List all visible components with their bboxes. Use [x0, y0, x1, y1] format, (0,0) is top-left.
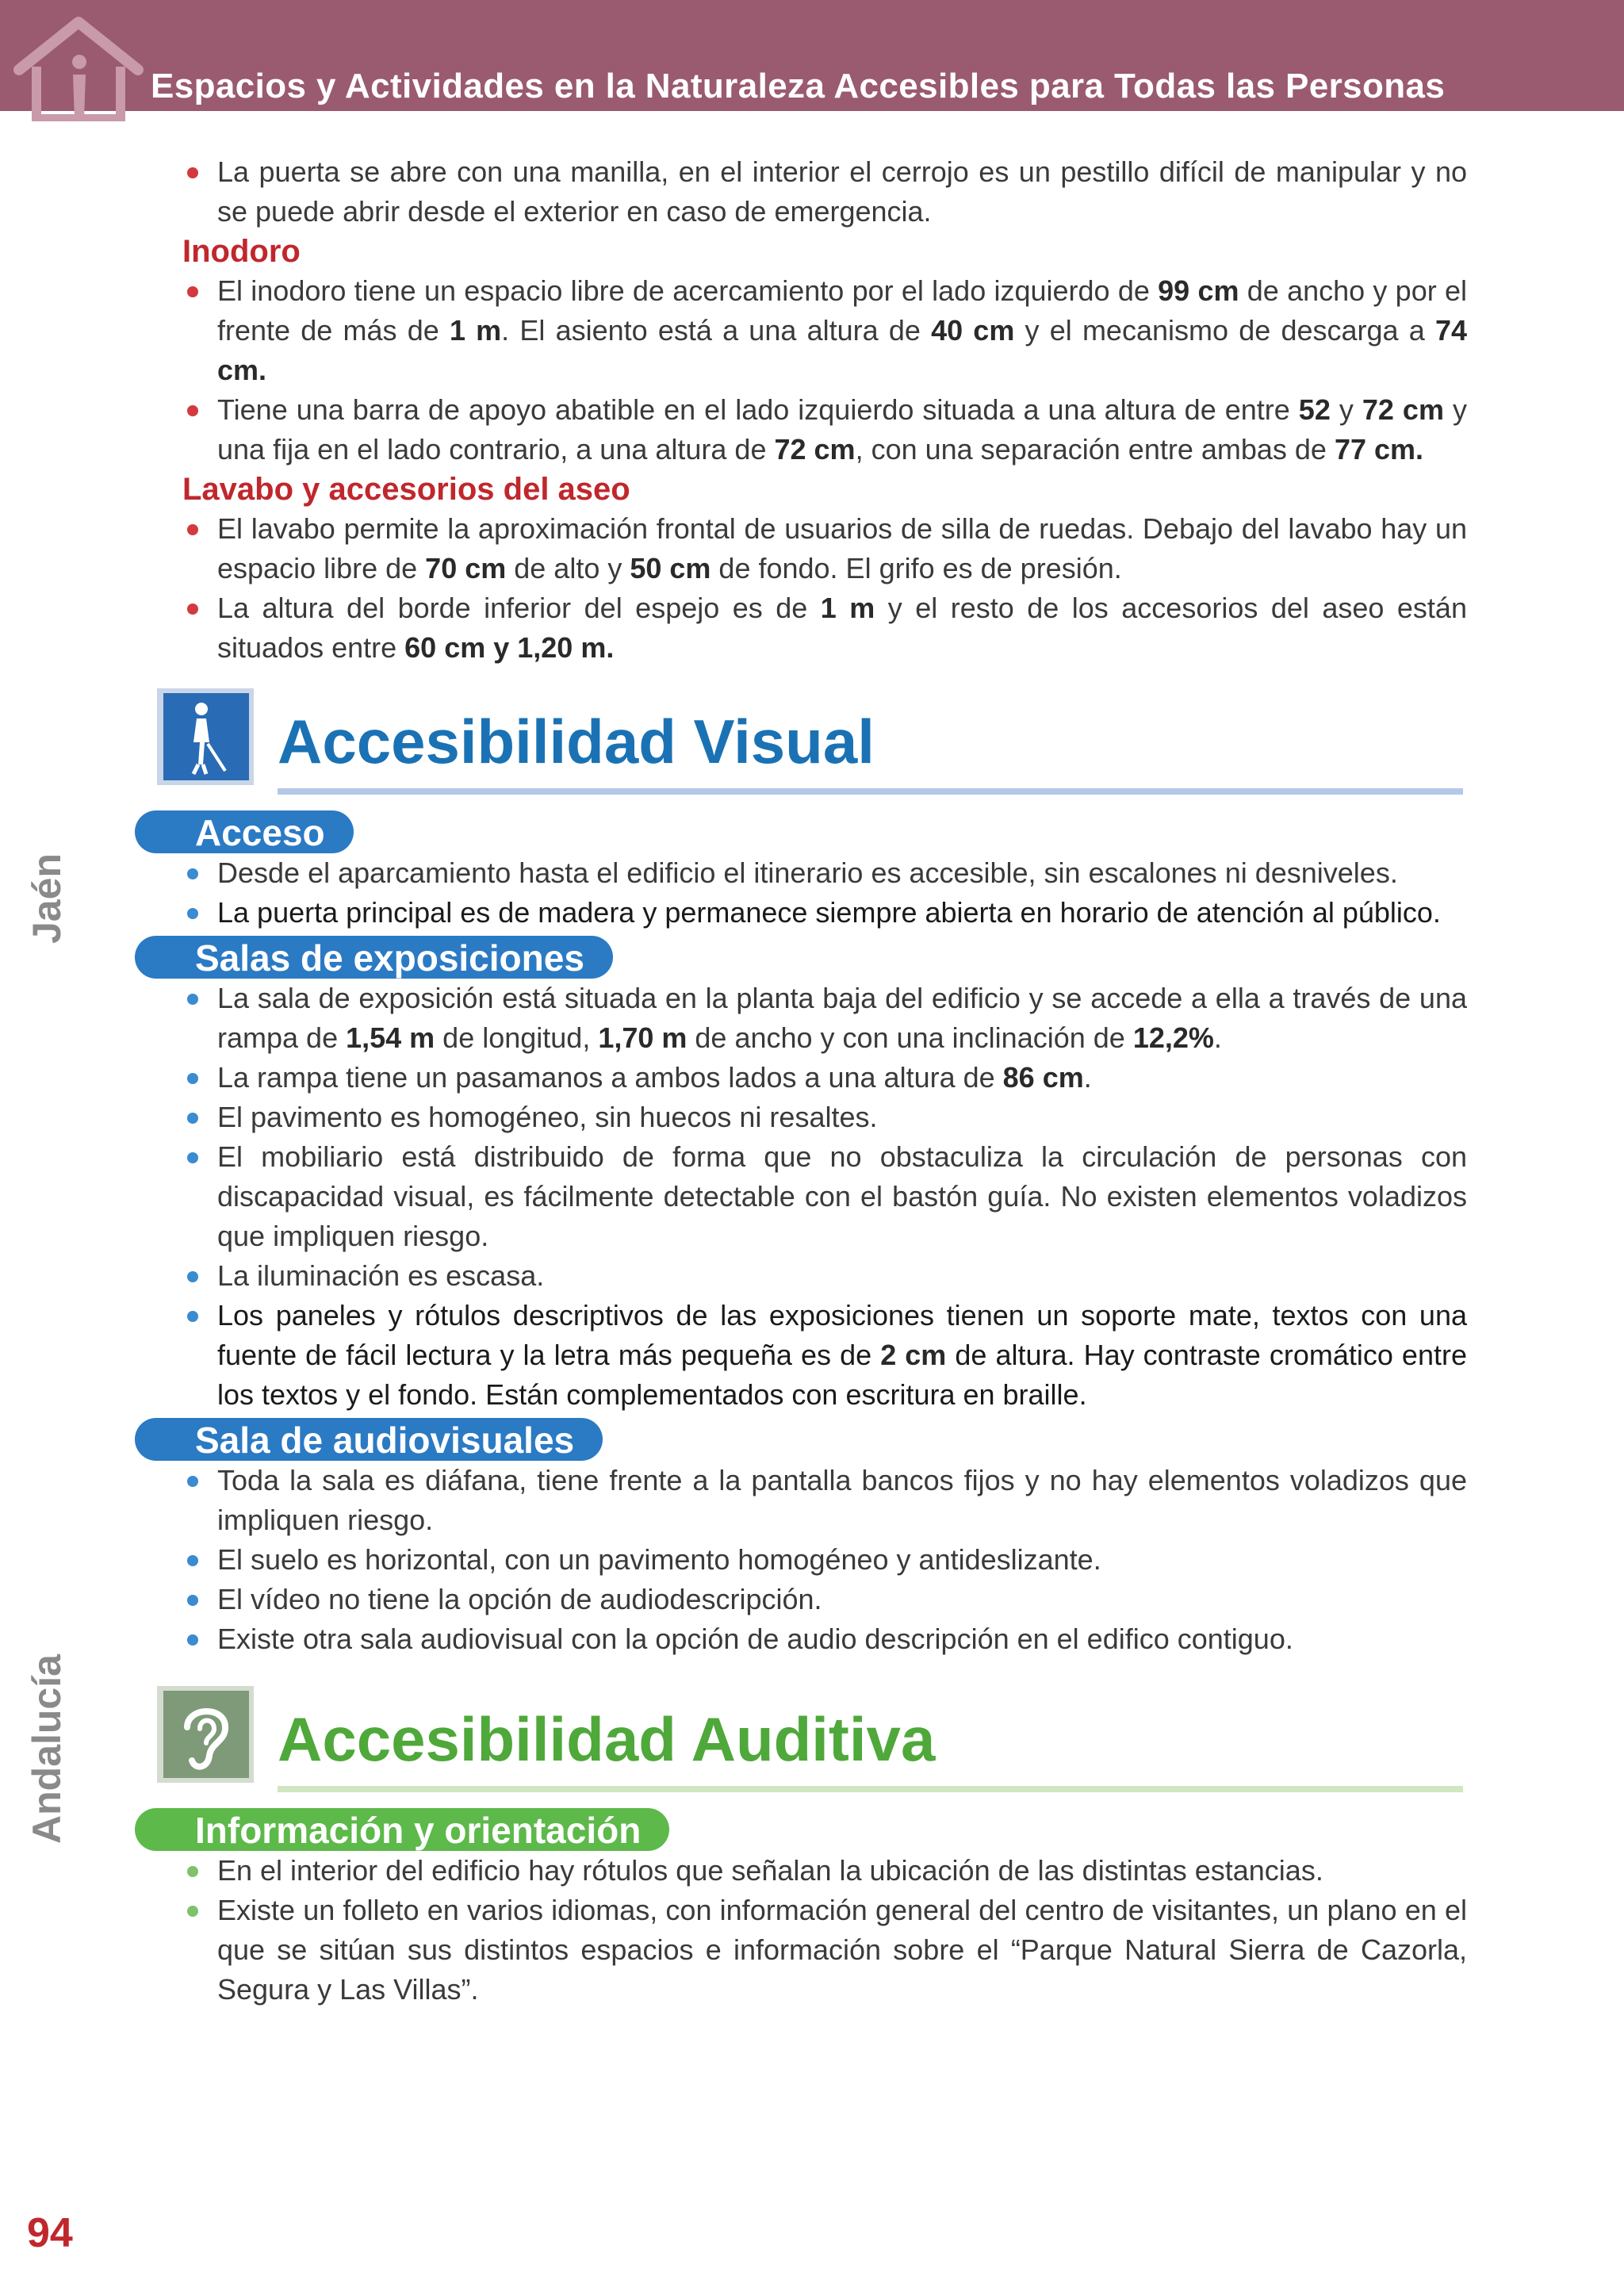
side-label-province: Jaén	[25, 853, 69, 944]
list-item: El suelo es horizontal, con un pavimento homogéneo y antideslizante.	[182, 1540, 1467, 1580]
section-divider	[278, 1786, 1463, 1792]
header-title: Espacios y Actividades en la Naturaleza Accesibles para Todas las Personas	[151, 67, 1446, 105]
salas-list	[182, 979, 1467, 1415]
list-item: El lavabo permite la aproximación frontal de usuarios de silla de ruedas. Debajo del lavabo hay un espacio libre de 70 cm de alto y 50 cm de fondo. El grifo es de presión.	[182, 509, 1467, 588]
intro-list	[182, 152, 1467, 232]
list-item: En el interior del edificio hay rótulos que señalan la ubicación de las distintas estancias.	[182, 1851, 1467, 1891]
audiovisuales-list	[182, 1461, 1467, 1659]
list-item: El vídeo no tiene la opción de audiodescripción.	[182, 1580, 1467, 1619]
acceso-list	[182, 853, 1467, 933]
list-item: Los paneles y rótulos descriptivos de las exposiciones tienen un soporte mate, textos con una fuente de fácil lectura y la letra más pequeña es de 2 cm de altura. Hay contraste cromático entre los textos y el fondo. Están complementados con escritura en braille.	[182, 1296, 1467, 1415]
list-item: Tiene una barra de apoyo abatible en el lado izquierdo situada a una altura de entre 52 y 72 cm y una fija en el lado contrario, a una altura de 72 cm, con una separación entre ambas de 77 cm.	[182, 390, 1467, 469]
informacion-list	[182, 1851, 1467, 2010]
list-item: Existe otra sala audiovisual con la opción de audio descripción en el edifico contiguo.	[182, 1619, 1467, 1659]
section-title-visual: Accesibilidad Visual	[278, 707, 875, 776]
list-item: El mobiliario está distribuido de forma que no obstaculiza la circulación de personas con discapacidad visual, es fácilmente detectable con el bastón guía. No existen elementos voladizos que impliquen riesgo.	[182, 1137, 1467, 1256]
list-item: El inodoro tiene un espacio libre de acercamiento por el lado izquierdo de 99 cm de ancho y por el frente de más de 1 m. El asiento está a una altura de 40 cm y el mecanismo de descarga a 74 cm.	[182, 271, 1467, 390]
house-info-logo-icon	[11, 14, 146, 121]
list-item: La rampa tiene un pasamanos a ambos lados a una altura de 86 cm.	[182, 1058, 1467, 1098]
list-item: La altura del borde inferior del espejo es de 1 m y el resto de los accesorios del aseo están situados entre 60 cm y 1,20 m.	[182, 588, 1467, 668]
section-divider	[278, 788, 1463, 795]
list-item: La sala de exposición está situada en la planta baja del edificio y se accede a ella a través de una rampa de 1,54 m de longitud, 1,70 m de ancho y con una inclinación de 12,2%.	[182, 979, 1467, 1058]
blind-person-cane-icon	[154, 685, 257, 788]
ear-icon	[154, 1683, 257, 1786]
list-item: La puerta se abre con una manilla, en el interior el cerrojo es un pestillo difícil de manipular y no se puede abrir desde el exterior en caso de emergencia.	[182, 152, 1467, 232]
pill-heading-acceso: Acceso	[135, 810, 354, 853]
list-item: La puerta principal es de madera y permanece siempre abierta en horario de atención al público.	[182, 893, 1467, 933]
page-content	[182, 152, 1467, 2010]
page-number: 94	[27, 2210, 73, 2256]
pill-heading-informacion: Información y orientación	[135, 1808, 669, 1851]
subheading-inodoro: Inodoro	[182, 234, 301, 269]
lavabo-list	[182, 509, 1467, 668]
inodoro-list	[182, 271, 1467, 469]
list-item: Toda la sala es diáfana, tiene frente a la pantalla bancos fijos y no hay elementos voladizos que impliquen riesgo.	[182, 1461, 1467, 1540]
list-item: La iluminación es escasa.	[182, 1256, 1467, 1296]
list-item: Desde el aparcamiento hasta el edificio el itinerario es accesible, sin escalones ni desniveles.	[182, 853, 1467, 893]
list-item: El pavimento es homogéneo, sin huecos ni resaltes.	[182, 1098, 1467, 1137]
pill-heading-audiovisuales: Sala de audiovisuales	[135, 1418, 603, 1461]
side-label-region: Andalucía	[25, 1654, 69, 1844]
list-item: Existe un folleto en varios idiomas, con información general del centro de visitantes, un plano en el que se sitúan sus distintos espacios e información sobre el “Parque Natural Sierra de Cazorla, Segura y Las Villas”.	[182, 1891, 1467, 2010]
section-visual	[182, 685, 1467, 820]
section-title-auditiva: Accesibilidad Auditiva	[278, 1704, 936, 1774]
subheading-lavabo: Lavabo y accesorios del aseo	[182, 472, 630, 507]
pill-heading-salas: Salas de exposiciones	[135, 936, 613, 979]
section-auditiva	[182, 1683, 1467, 1818]
